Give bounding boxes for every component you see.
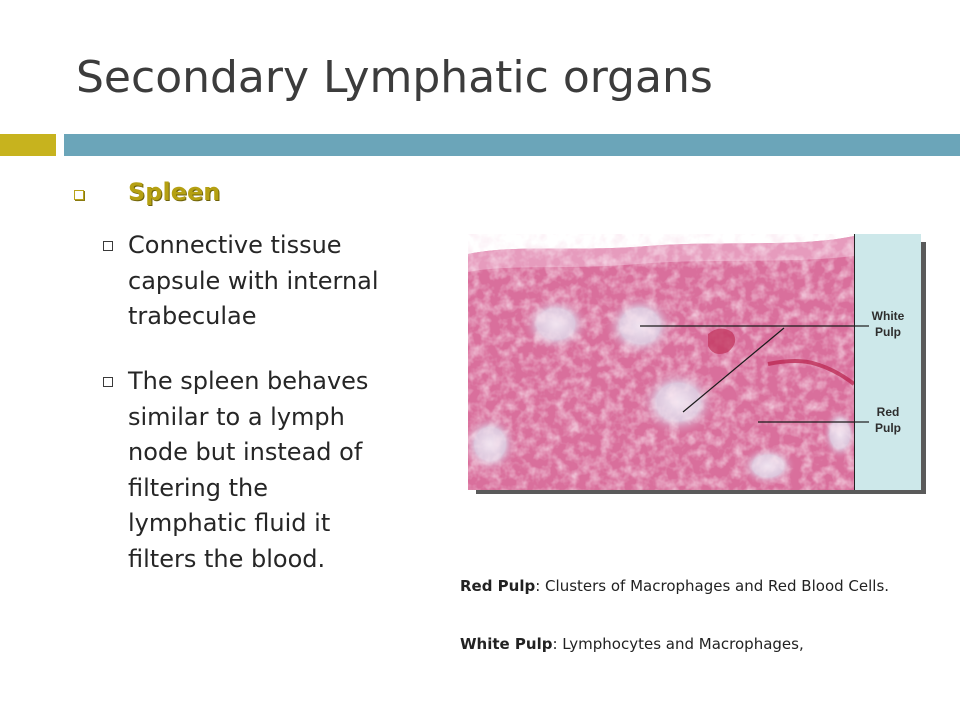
bullet-text: The spleen behaves similar to a lymph node but instead of filtering the lymphatic fluid it filters the blood.	[128, 367, 369, 573]
square-bullet-icon	[74, 190, 84, 200]
white-pulp-caption	[460, 632, 930, 656]
tissue-illustration	[468, 234, 854, 490]
section-heading: Spleen	[128, 178, 221, 206]
square-bullet-icon	[103, 241, 113, 251]
white-pulp-term: White Pulp	[460, 635, 553, 653]
label-leader-lines	[855, 234, 921, 490]
white-pulp-label: White Pulp	[871, 309, 905, 339]
red-pulp-term: Red Pulp	[460, 577, 536, 595]
square-bullet-icon	[103, 377, 113, 387]
red-pulp-description: : Clusters of Macrophages and Red Blood Cells.	[535, 577, 890, 595]
red-pulp-caption	[460, 574, 930, 598]
spleen-histology-figure	[468, 234, 924, 492]
title-divider-bar	[64, 134, 960, 156]
figure-label-panel	[854, 234, 921, 490]
spleen-tissue-image	[468, 234, 854, 490]
bullet-text: Connective tissue capsule with internal trabeculae	[128, 231, 379, 330]
white-pulp-description: : Lymphocytes and Macrophages,	[552, 635, 804, 653]
title-accent-bar	[0, 134, 56, 156]
red-pulp-label: Red Pulp	[875, 405, 901, 435]
slide-title: Secondary Lymphatic organs	[76, 52, 713, 103]
